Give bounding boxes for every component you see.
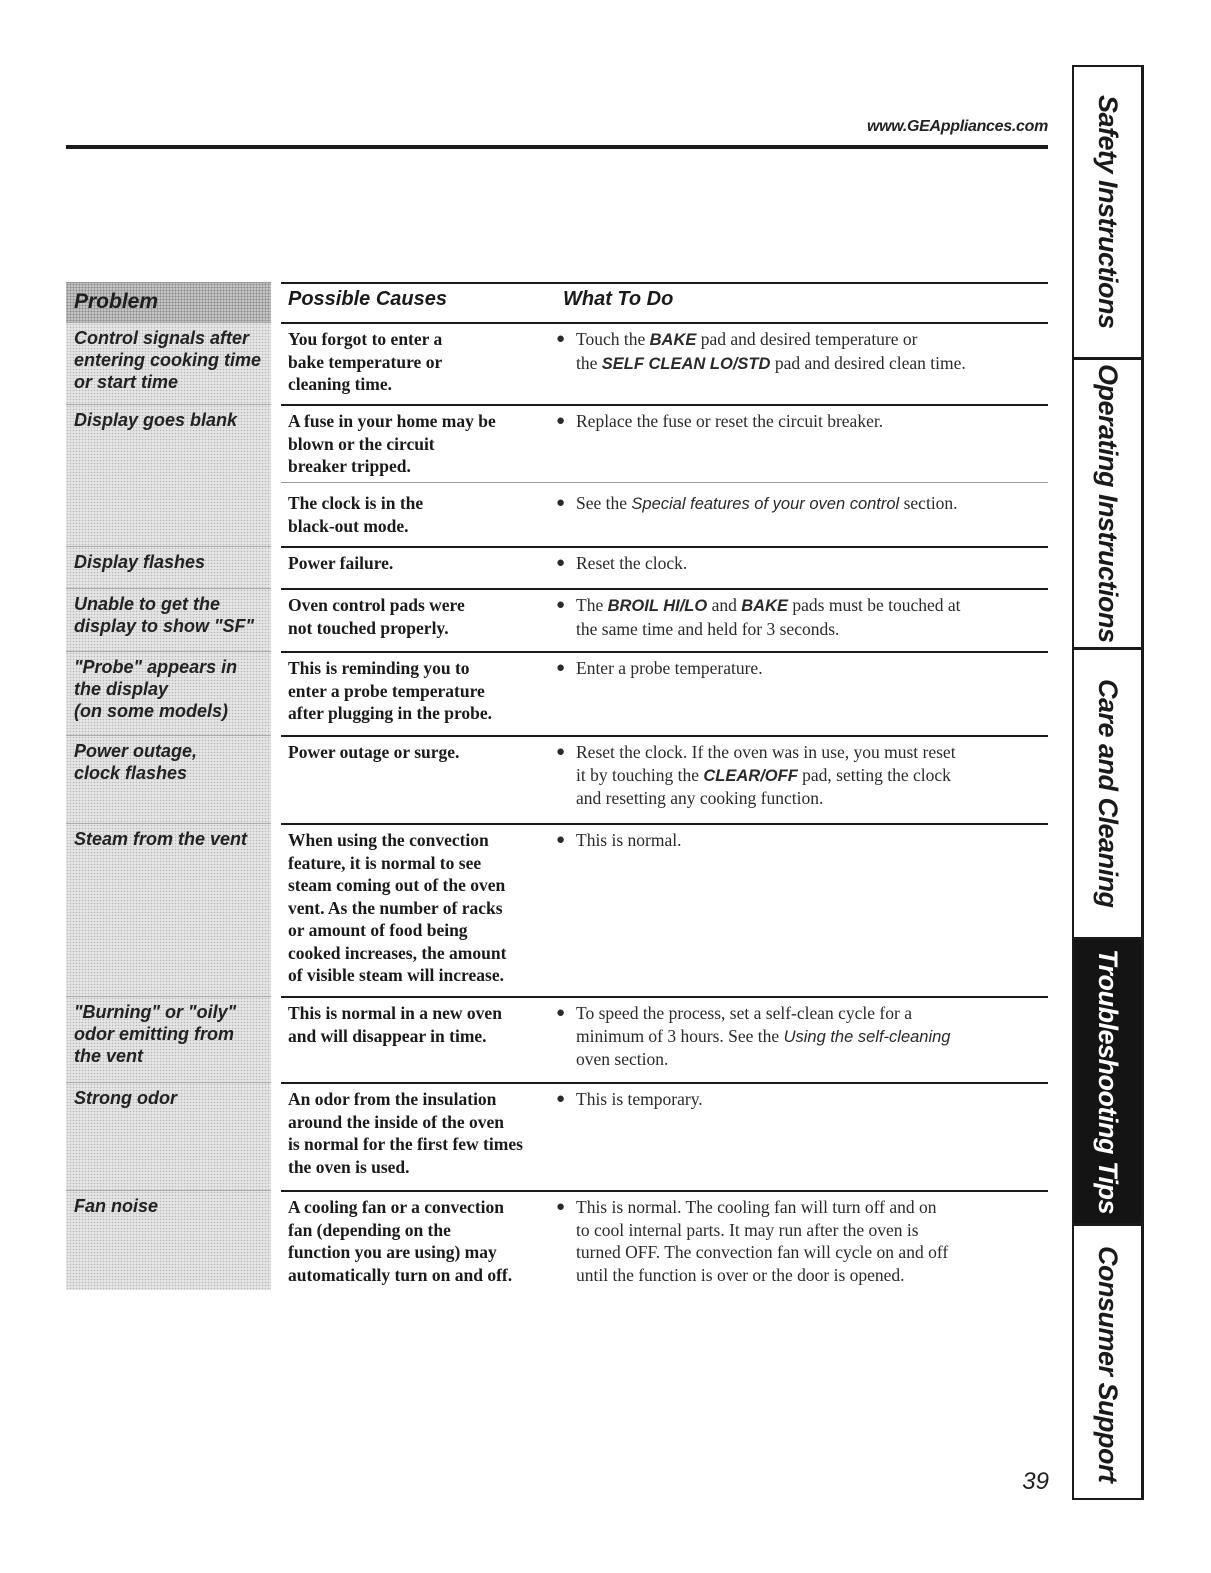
side-tab-troubleshooting-tips[interactable]: [1074, 937, 1141, 1223]
side-tab-label: Consumer Support: [1093, 1245, 1123, 1483]
what-to-do-text: [556, 657, 1048, 680]
problem-column-header: [66, 282, 271, 323]
bullet-icon: ●: [556, 744, 566, 760]
bullet-icon: ●: [556, 555, 566, 571]
what-to-do-text: [556, 1002, 1048, 1071]
instruction-text: Reset the clock. If the oven was in use, you must reset it by touching the: [576, 742, 956, 785]
what-to-do: [556, 410, 1048, 433]
what-to-do-text: [556, 741, 1048, 810]
problem-label: "Burning" or "oily" odor emitting from the vent: [74, 1002, 237, 1066]
problem-cell: [66, 996, 271, 1082]
table-row: [66, 735, 1048, 823]
possible-causes-header: Possible Causes: [288, 288, 447, 310]
what-to-do: [556, 1196, 1048, 1286]
control-pad-name: BAKE: [649, 331, 697, 349]
problem-cell: [66, 651, 271, 735]
side-tab-operating-instructions[interactable]: [1074, 357, 1141, 647]
table-row: [66, 996, 1048, 1082]
table-row: [66, 1082, 1048, 1190]
bullet-icon: ●: [556, 832, 566, 848]
instruction-text: Reset the clock.: [576, 553, 688, 573]
table-row: [66, 322, 1048, 404]
control-pad-name: BAKE: [741, 597, 789, 615]
possible-cause: You forgot to enter a bake temperature or cleaning time.: [288, 329, 443, 394]
row-divider: [281, 1190, 1048, 1192]
possible-cause: An odor from the insulation around the inside of the oven is normal for the first few times the oven is used.: [288, 1089, 523, 1177]
instruction-text: Replace the fuse or reset the circuit breaker.: [576, 411, 884, 431]
instruction-text: section.: [899, 493, 958, 513]
problem-cell: [66, 588, 271, 651]
bullet-icon: ●: [556, 413, 566, 429]
possible-cause: The clock is in the black-out mode.: [288, 493, 424, 536]
instruction-text: pads must be touched at the same time and held for 3 seconds.: [576, 595, 961, 639]
instruction-text: The: [576, 595, 608, 615]
instruction-text: pad and desired clean time.: [770, 352, 966, 373]
what-to-do-text: [556, 328, 1048, 375]
table-row: [66, 651, 1048, 735]
table-row: [66, 1190, 1048, 1290]
problem-label: Strong odor: [74, 1088, 177, 1108]
problem-cell: [66, 1082, 271, 1190]
troubleshooting-table: [66, 282, 1048, 1290]
possible-cause: This is normal in a new oven and will disappear in time.: [288, 1003, 502, 1046]
table-header: [66, 282, 1048, 322]
table-row: [66, 823, 1048, 996]
problem-label: Display flashes: [74, 552, 206, 572]
what-to-do: [556, 552, 1048, 575]
row-divider: [281, 823, 1048, 825]
instruction-text: See the: [576, 493, 632, 513]
side-tab-consumer-support[interactable]: [1074, 1223, 1141, 1502]
what-to-do: [556, 1002, 1048, 1071]
table-row: [66, 588, 1048, 651]
problem-label: Power outage, clock flashes: [74, 741, 198, 783]
problem-cell: [66, 322, 271, 404]
problem-label: Unable to get the display to show "SF": [74, 594, 255, 636]
row-divider: [281, 546, 1048, 548]
instruction-text: Enter a probe temperature.: [576, 658, 763, 678]
side-tab-care-and-cleaning[interactable]: [1074, 647, 1141, 937]
row-divider: [281, 1082, 1048, 1084]
what-to-do-text: [556, 594, 1048, 640]
instruction-text: pad, setting the clock and resetting any cooking function.: [576, 764, 951, 808]
problem-label: Display goes blank: [74, 410, 238, 430]
side-tab-label: Troubleshooting Tips: [1093, 949, 1123, 1214]
side-tab-label: Safety Instructions: [1093, 95, 1123, 329]
instruction-text: and: [707, 595, 742, 615]
row-divider: [281, 404, 1048, 406]
problem-cell: [66, 1190, 271, 1290]
possible-cause: This is reminding you to enter a probe temperature after plugging in the probe.: [288, 658, 493, 723]
side-tab-label: Care and Cleaning: [1093, 679, 1123, 908]
what-to-do: [556, 492, 1048, 516]
possible-cause: A fuse in your home may be blown or the circuit breaker tripped.: [288, 411, 496, 476]
table-row: [66, 546, 1048, 588]
bullet-icon: ●: [556, 597, 566, 613]
section-reference: Special features of your oven control: [631, 495, 900, 513]
bullet-icon: ●: [556, 1091, 566, 1107]
what-to-do: [556, 594, 1048, 640]
bullet-icon: ●: [556, 1199, 566, 1215]
control-pad-name: SELF CLEAN LO/STD: [601, 354, 771, 373]
possible-cause: Power outage or surge.: [288, 742, 460, 762]
website-url: www.GEAppliances.com: [866, 118, 1048, 135]
section-reference: Using the self-cleaning: [783, 1027, 951, 1046]
instruction-text: This is normal.: [576, 830, 682, 850]
bullet-icon: ●: [556, 331, 566, 347]
bullet-icon: ●: [556, 660, 566, 676]
row-divider: [281, 322, 1048, 324]
instruction-text: To speed the process, set a self-clean cycle for a minimum of 3 hours. See the: [576, 1003, 912, 1046]
possible-cause: A cooling fan or a convection fan (depending on the function you are using) may automatically turn on and off.: [288, 1197, 513, 1285]
possible-cause: Oven control pads were not touched properly.: [288, 595, 465, 638]
what-to-do: [556, 328, 1048, 375]
bullet-icon: ●: [556, 1005, 566, 1021]
what-to-do-text: [556, 829, 1048, 852]
instruction-text: This is normal. The cooling fan will turn off and on to cool internal parts. It may run after the oven is turned OFF. The convection fan will cycle on and off until the function is over or the door is opened.: [576, 1197, 949, 1285]
instruction-text: This is temporary.: [576, 1089, 703, 1109]
table-row: [66, 404, 1048, 546]
problem-cell: [66, 546, 271, 588]
what-to-do: [556, 829, 1048, 852]
control-pad-name: CLEAR/OFF: [703, 766, 798, 785]
problem-cell: [66, 823, 271, 996]
bullet-icon: ●: [556, 495, 566, 511]
instruction-text: Touch the: [576, 329, 650, 349]
what-to-do-text: [556, 410, 1048, 433]
what-to-do: [556, 1088, 1048, 1111]
what-to-do-text: [556, 1088, 1048, 1111]
instruction-text: oven section.: [576, 1049, 669, 1069]
control-pad-name: BROIL HI/LO: [607, 597, 708, 615]
section-tabs: [1072, 65, 1144, 1500]
row-divider: [281, 588, 1048, 590]
what-to-do-text: [556, 492, 1048, 516]
side-tab-safety-instructions[interactable]: [1074, 67, 1141, 357]
side-tab-label: Operating Instructions: [1093, 364, 1123, 643]
problem-label: Steam from the vent: [74, 829, 248, 849]
problem-label: "Probe" appears in the display (on some models): [74, 657, 238, 721]
problem-cell: [66, 404, 271, 546]
problem-cell: [66, 735, 271, 823]
row-divider: [281, 735, 1048, 737]
row-divider: [281, 996, 1048, 998]
what-to-do-text: [556, 1196, 1048, 1286]
problem-label: Control signals after entering cooking time or start time: [74, 328, 262, 392]
header-rule: [66, 145, 1048, 149]
possible-cause: Power failure.: [288, 553, 394, 573]
what-to-do-text: [556, 552, 1048, 575]
instruction-text: pad and desired temperature or the: [576, 329, 918, 373]
what-to-do: [556, 657, 1048, 680]
problem-header-label: Problem: [74, 290, 159, 313]
what-to-do: [556, 741, 1048, 810]
row-divider: [281, 651, 1048, 653]
problem-label: Fan noise: [74, 1196, 159, 1216]
header-rule-line: [281, 282, 1048, 284]
possible-cause: When using the convection feature, it is normal to see steam coming out of the oven vent. As the number of racks or amount of food being cooked increases, the amount of visible steam will increase.: [288, 830, 507, 985]
page-number: 39: [1022, 1468, 1049, 1495]
cause-divider: [281, 482, 1048, 483]
what-to-do-header: What To Do: [563, 288, 674, 310]
